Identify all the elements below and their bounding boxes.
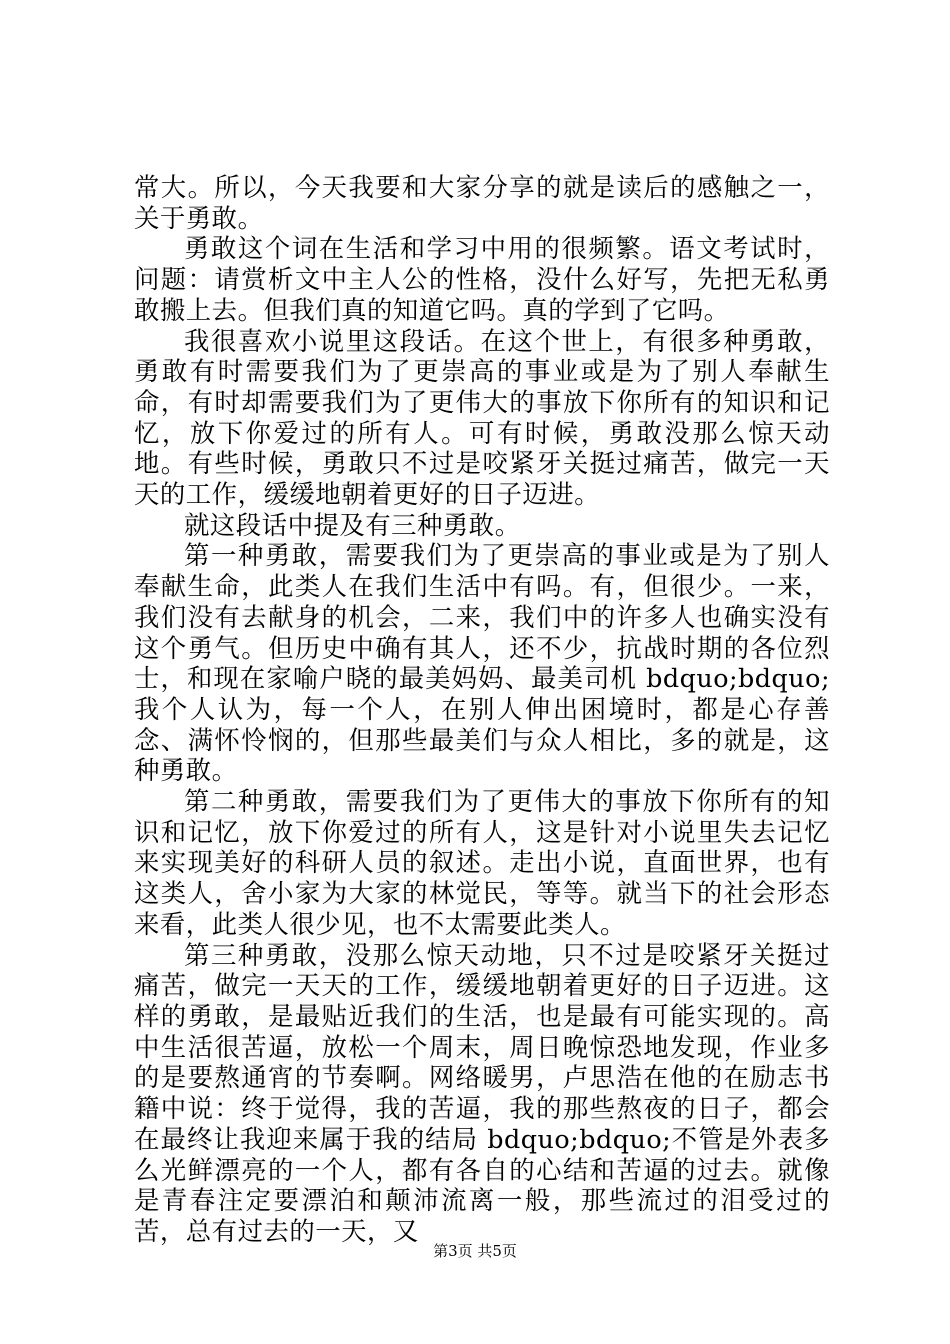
paragraph: 第一种勇敢，需要我们为了更崇高的事业或是为了别人奉献生命，此类人在我们生活中有吗。有，但很少。一来，我们没有去献身的机会，二来，我们中的许多人也确实没有这个勇气。但历史中确有其人，还不少，抗战时期的各位烈士，和现在家喻户晓的最美妈妈、最美司机 bdquo;bdquo;我个人认为，每一个人，在别人伸出困境时，都是心存善念、满怀怜悯的，但那些最美们与众人相比，多的就是，这种勇敢。 — [134, 540, 830, 786]
paragraph: 就这段话中提及有三种勇敢。 — [184, 509, 521, 540]
paragraph: 勇敢这个词在生活和学习中用的很频繁。语文考试时，问题：请赏析文中主人公的性格，没什么好写，先把无私勇敢搬上去。但我们真的知道它吗。真的学到了它吗。 — [134, 233, 830, 325]
document-body — [134, 172, 830, 1247]
paragraph: 第三种勇敢，没那么惊天动地，只不过是咬紧牙关挺过痛苦，做完一天天的工作，缓缓地朝着更好的日子迈进。这样的勇敢，是最贴近我们的生活，也是最有可能实现的。高中生活很苦逼，放松一个周末，周日晚惊恐地发现，作业多的是要熬通宵的节奏啊。网络暖男，卢思浩在他的在励志书籍中说：终于觉得，我的苦逼，我的那些熬夜的日子，都会在最终让我迎来属于我的结局 bdquo;bdquo;不管是外表多么光鲜漂亮的一个人，都有各自的心结和苦逼的过去。就像是青春注定要漂泊和颠沛流离一般，那些流过的泪受过的苦，总有过去的一天，又 — [134, 939, 830, 1246]
paragraph: 我很喜欢小说里这段话。在这个世上，有很多种勇敢，勇敢有时需要我们为了更崇高的事业或是为了别人奉献生命，有时却需要我们为了更伟大的事放下你所有的知识和记忆，放下你爱过的所有人。可有时候，勇敢没那么惊天动地。有些时候，勇敢只不过是咬紧牙关挺过痛苦，做完一天天的工作，缓缓地朝着更好的日子迈进。 — [134, 325, 830, 510]
paragraph: 第二种勇敢，需要我们为了更伟大的事放下你所有的知识和记忆，放下你爱过的所有人，这是针对小说里失去记忆来实现美好的科研人员的叙述。走出小说，直面世界，也有这类人，舍小家为大家的林觉民，等等。就当下的社会形态来看，此类人很少见，也不太需要此类人。 — [134, 786, 830, 939]
page-number-footer: 第3页 共5页 — [433, 1242, 517, 1260]
paragraph-continuation: 常大。所以，今天我要和大家分享的就是读后的感触之一，关于勇敢。 — [134, 172, 830, 233]
